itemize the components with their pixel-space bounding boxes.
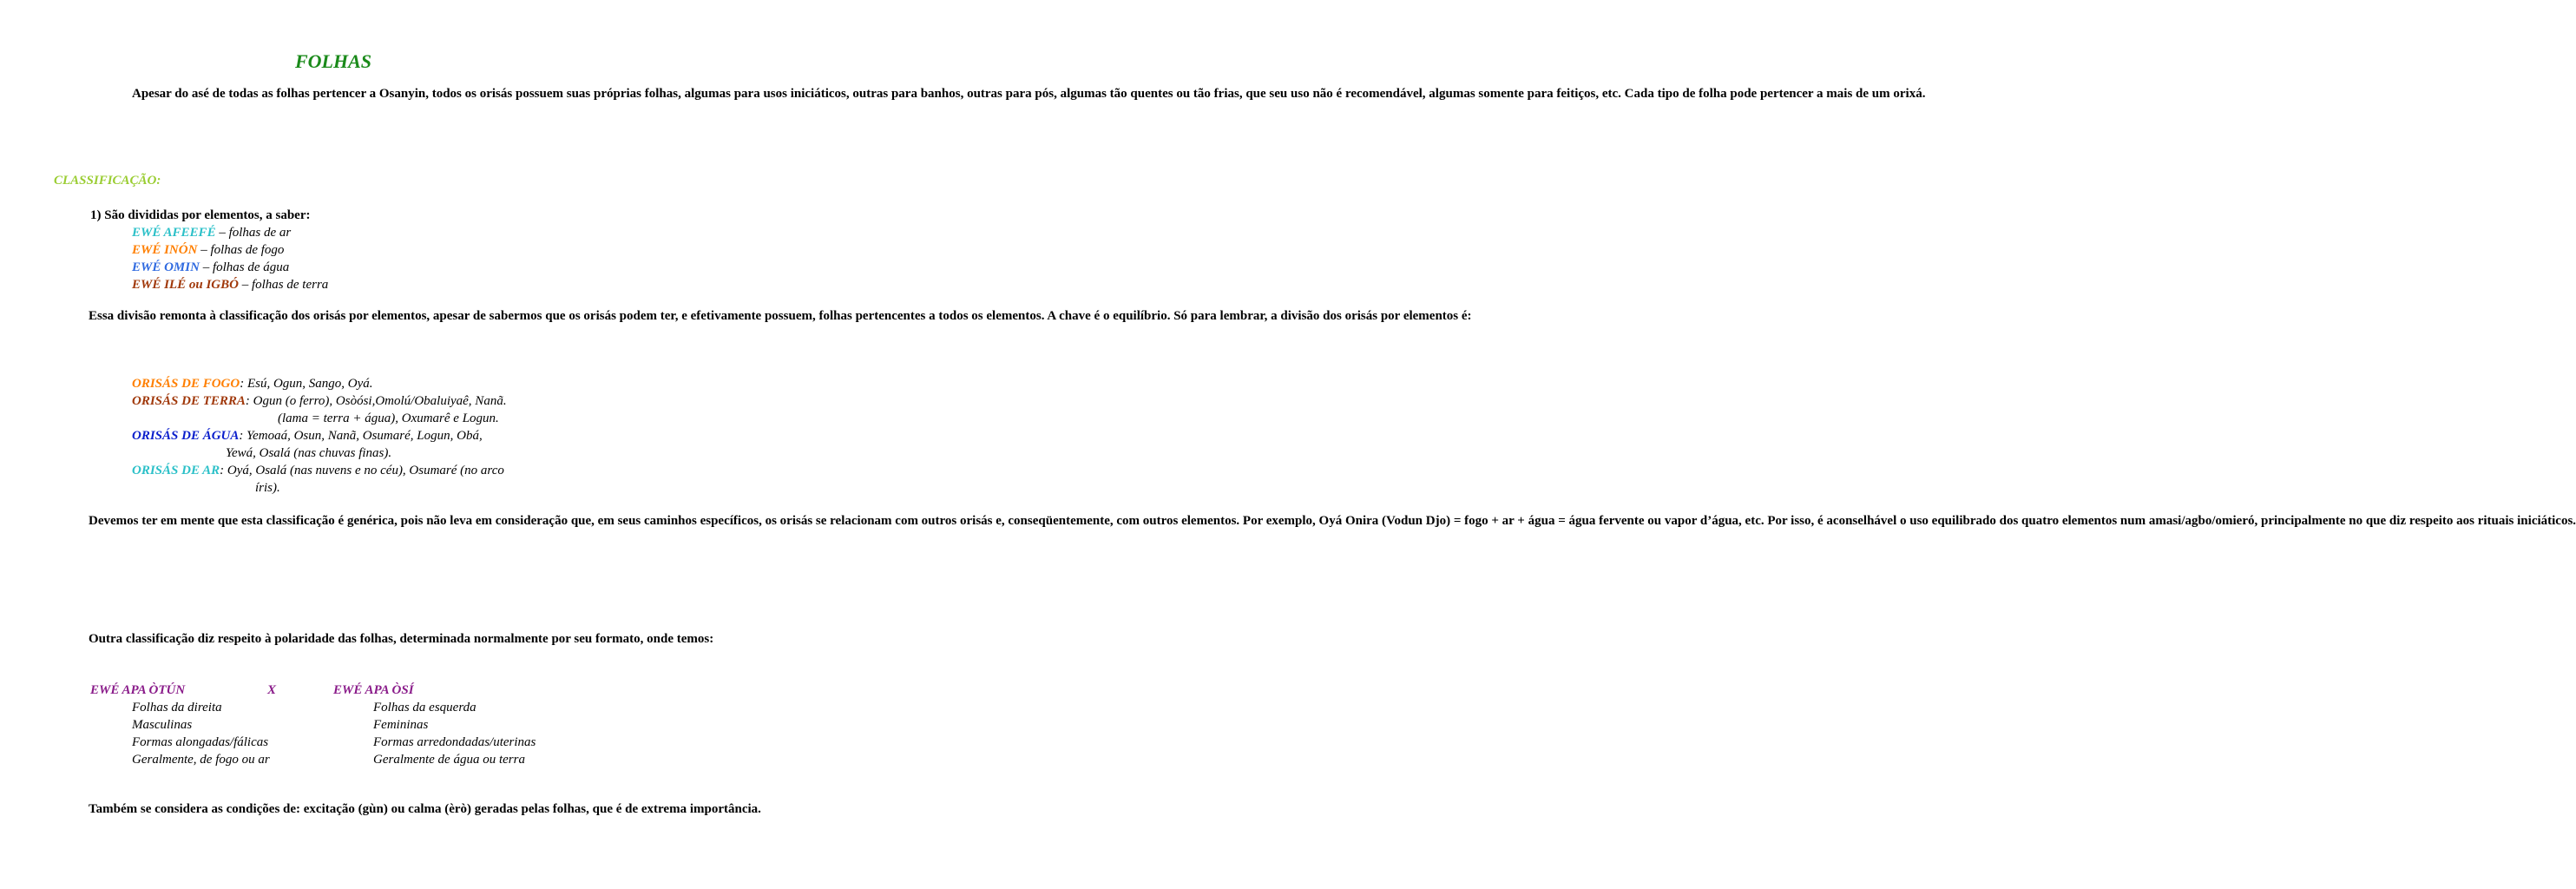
list-item: Femininas — [373, 718, 429, 732]
orisa-label: ORISÁS DE AR — [132, 464, 220, 477]
list-item: Formas arredondadas/uterinas — [373, 735, 536, 749]
list-item: Masculinas — [132, 718, 193, 732]
orisa-continuation: íris). — [255, 481, 280, 495]
list-item: Folhas da direita — [132, 701, 222, 714]
element-item — [132, 241, 328, 259]
orisa-continuation: Yewá, Osalá (nas chuvas finas). — [226, 446, 392, 460]
orisa-label: ORISÁS DE ÁGUA — [132, 429, 240, 443]
orisa-line: : Ogun (o ferro), Osòósi,Omolú/Obaluiyaê, Nanã. — [245, 394, 507, 408]
element-name: EWÉ ILÉ ou IGBÓ — [132, 278, 239, 292]
orisa-line: : Yemoaá, Osun, Nanã, Osumaré, Logun, Obá, — [239, 429, 483, 443]
list-item: Geralmente, de fogo ou ar — [132, 753, 270, 767]
orisa-continuation: (lama = terra + água), Oxumarê e Logun. — [278, 412, 499, 425]
list-item: Geralmente de água ou terra — [373, 753, 525, 767]
orisa-groups — [132, 375, 507, 497]
division-text: Essa divisão remonta à classificação dos orisás por elementos, apesar de sabermos que os orisás podem ter, e efetivamente possuem, folhas pertencentes a todos os elementos. A chave é o equilíbrio. Só para lembrar, a divisão dos orisás por elementos é: — [89, 309, 1472, 323]
division-paragraph — [54, 307, 1472, 325]
orisa-group-terra — [132, 392, 507, 410]
polarity-right-list — [373, 699, 536, 768]
polarity-text: Outra classificação diz respeito à polaridade das folhas, determinada normalmente por seu formato, onde temos: — [89, 632, 714, 646]
element-name: EWÉ INÓN — [132, 243, 198, 257]
classification-heading: CLASSIFICAÇÃO: — [54, 174, 161, 188]
page-title: FOLHAS — [294, 50, 372, 72]
generic-paragraph — [54, 512, 2576, 530]
element-desc: – folhas de ar — [215, 226, 292, 240]
polarity-separator: X — [267, 683, 277, 697]
element-item — [132, 224, 328, 241]
orisa-line: : Esú, Ogun, Sango, Oyá. — [240, 377, 373, 391]
element-desc: – folhas de fogo — [197, 243, 285, 257]
polarity-left-title: EWÉ APA ÒTÚN — [90, 683, 186, 697]
list-item: Folhas da esquerda — [373, 701, 476, 714]
orisa-group-fogo — [132, 375, 507, 392]
element-desc: – folhas de água — [199, 260, 290, 274]
orisa-label: ORISÁS DE FOGO — [132, 377, 240, 391]
intro-text: Apesar do asé de todas as folhas pertencer a Osanyin, todos os orisás possuem suas próprias folhas, algumas para usos iniciáticos, outras para banhos, outras para pós, algumas tão quentes ou tão frias, que seu uso não é recomendável, algumas somente para feitiços, etc. Cada tipo de folha pode pertencer a mais de um orixá. — [132, 87, 1926, 101]
element-item — [132, 276, 328, 293]
polarity-left-list — [132, 699, 270, 768]
polarity-right-title: EWÉ APA ÒSÍ — [333, 683, 414, 697]
elements-intro: 1) São divididas por elementos, a saber: — [90, 208, 311, 222]
generic-text: Devemos ter em mente que esta classificação é genérica, pois não leva em consideração que, em seus caminhos específicos, os orisás se relacionam com outros orisás e, conseqüentemente, com outros elementos. Por exemplo, Oyá Onira (Vodun Djo) = fogo + ar + água = água fervente ou vapor d’água, etc. Por isso, é aconselhável o uso equilibrado dos quatro elementos num amasi/agbo/omieró, principalmente no que diz respeito aos rituais iniciáticos. — [89, 514, 2576, 528]
polarity-paragraph — [54, 630, 714, 648]
intro-paragraph — [54, 85, 1926, 102]
element-name: EWÉ AFEEFÉ — [132, 226, 216, 240]
closing-paragraph — [54, 800, 761, 818]
orisa-line: : Oyá, Osalá (nas nuvens e no céu), Osumaré (no arco — [220, 464, 504, 477]
element-name: EWÉ OMIN — [132, 260, 200, 274]
orisa-group-ar — [132, 462, 507, 479]
closing-text: Também se considera as condições de: excitação (gùn) ou calma (èrò) geradas pelas folhas, que é de extrema importância. — [89, 802, 761, 816]
element-desc: – folhas de terra — [238, 278, 329, 292]
list-item: Formas alongadas/fálicas — [132, 735, 269, 749]
orisa-label: ORISÁS DE TERRA — [132, 394, 246, 408]
elements-list — [132, 224, 328, 293]
orisa-group-agua — [132, 427, 507, 444]
element-item — [132, 259, 328, 276]
